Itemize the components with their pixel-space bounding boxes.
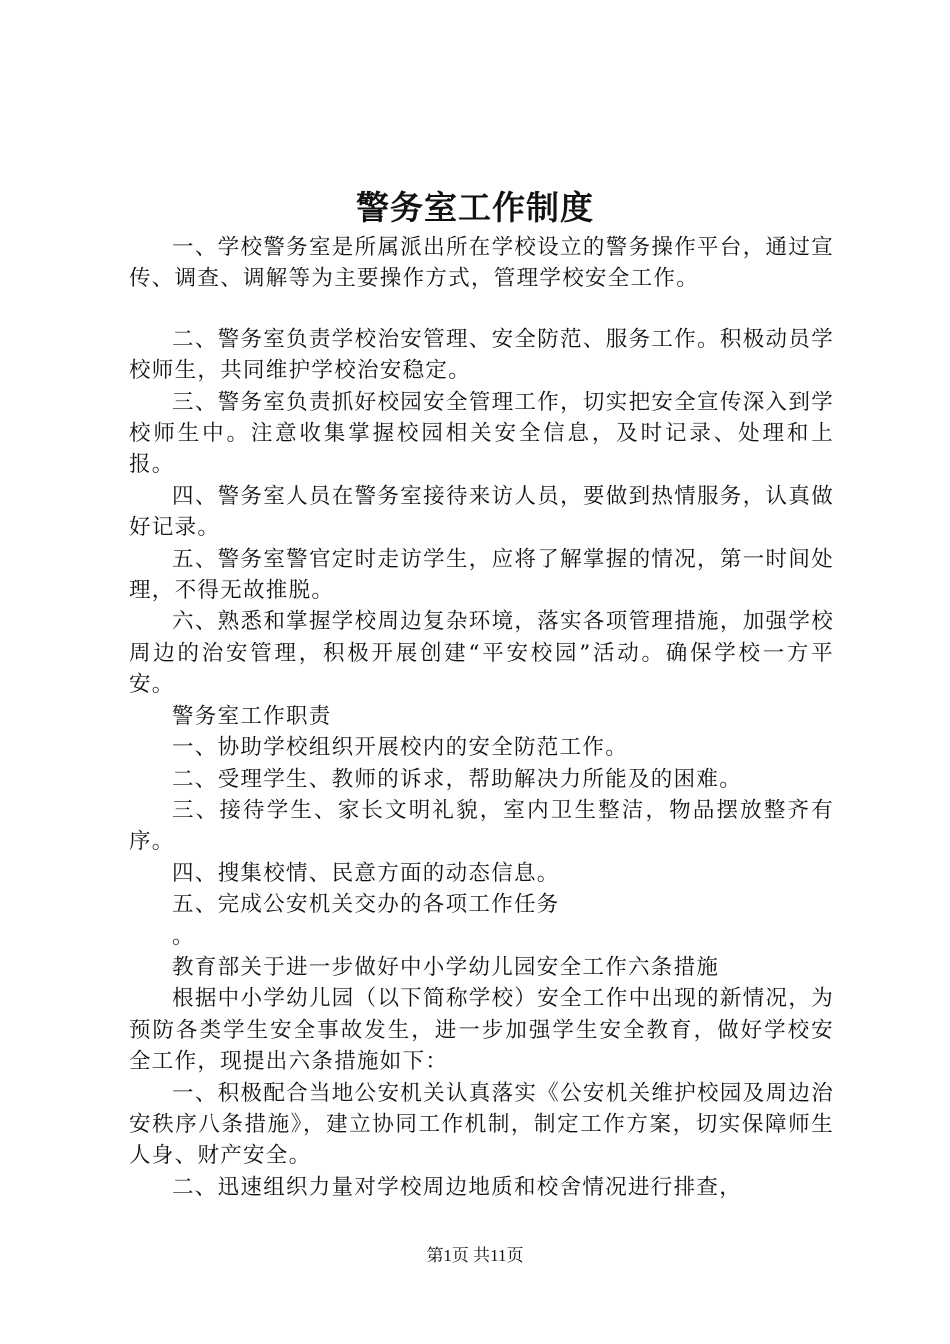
document-title: 警务室工作制度 bbox=[356, 188, 594, 227]
paragraph: 五、警务室警官定时走访学生，应将了解掌握的情况，第一时间处理，不得无故推脱。 bbox=[129, 546, 834, 604]
paragraph: 二、受理学生、教师的诉求，帮助解决力所能及的困难。 bbox=[172, 766, 743, 792]
paragraph: 二、迅速组织力量对学校周边地质和校舍情况进行排查， bbox=[172, 1174, 743, 1200]
section-heading: 教育部关于进一步做好中小学幼儿园安全工作六条措施 bbox=[172, 954, 720, 980]
section-heading: 警务室工作职责 bbox=[172, 703, 332, 729]
paragraph: 一、学校警务室是所属派出所在学校设立的警务操作平台，通过宣传、调查、调解等为主要操作方式，管理学校安全工作。 bbox=[129, 235, 834, 292]
paragraph: 四、警务室人员在警务室接待来访人员，要做到热情服务，认真做好记录。 bbox=[129, 483, 834, 541]
paragraph: 三、接待学生、家长文明礼貌，室内卫生整洁，物品摆放整齐有序。 bbox=[129, 797, 834, 855]
page-footer: 第1页 共11页 bbox=[426, 1246, 524, 1265]
paragraph: 六、熟悉和掌握学校周边复杂环境，落实各项管理措施，加强学校周边的治安管理，积极开展创建“平安校园”活动。确保学校一方平安。 bbox=[129, 609, 834, 698]
paragraph: 五、完成公安机关交办的各项工作任务 bbox=[172, 892, 560, 918]
paragraph: 。 bbox=[172, 923, 195, 949]
paragraph: 二、警务室负责学校治安管理、安全防范、服务工作。积极动员学校师生，共同维护学校治安稳定。 bbox=[129, 326, 834, 384]
document-body bbox=[129, 232, 834, 1203]
paragraph: 一、协助学校组织开展校内的安全防范工作。 bbox=[172, 735, 629, 761]
paragraph: 三、警务室负责抓好校园安全管理工作，切实把安全宣传深入到学校师生中。注意收集掌握校园相关安全信息，及时记录、处理和上报。 bbox=[129, 389, 834, 478]
paragraph: 四、搜集校情、民意方面的动态信息。 bbox=[172, 860, 560, 886]
paragraph: 一、积极配合当地公安机关认真落实《公安机关维护校园及周边治安秩序八条措施》，建立协同工作机制，制定工作方案，切实保障师生人身、财产安全。 bbox=[129, 1080, 834, 1169]
paragraph: 根据中小学幼儿园（以下简称学校）安全工作中出现的新情况，为预防各类学生安全事故发生，进一步加强学生安全教育，做好学校安全工作，现提出六条措施如下： bbox=[129, 986, 834, 1075]
